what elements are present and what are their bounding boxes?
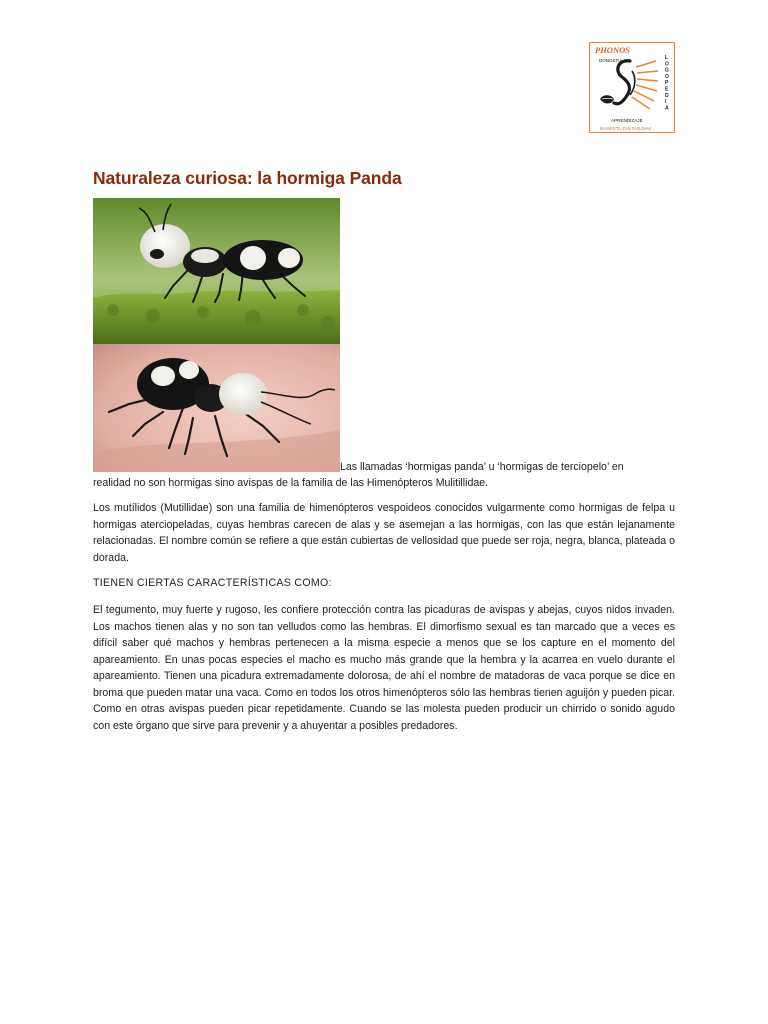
ear-icon	[614, 61, 630, 104]
logo-city: DONOSTIA	[599, 58, 623, 63]
panda-ant-photo	[93, 198, 340, 472]
logo-bottom-word: APRENDIZAJE	[611, 118, 643, 123]
photo-bottom-panel	[93, 344, 340, 472]
page-title: Naturaleza curiosa: la hormiga Panda	[93, 168, 402, 188]
logo-vertical-word	[665, 55, 669, 111]
sound-waves-icon	[632, 61, 658, 109]
photo-top-panel	[93, 198, 340, 344]
paragraph-mutillidae: Los mutílidos (Mutillidae) son una familia de himenópteros vespoideos conocidos vulgarmente como hormigas de felpa u hormigas aterciopeladas, cuyas hembras carecen de alas y se asemejan a las hormigas, con las que están lejanamente relacionadas. El nombre común se refiere a que están cubiertas de vellosidad que puede ser roja, negra, blanca, plateada o dorada.	[93, 502, 675, 564]
phonos-logo	[589, 42, 675, 133]
paragraph-intro-line2: realidad no son hormigas sino avispas de la familia de las Himenópteros Mulitillidae.	[93, 477, 489, 489]
phonos-logo-graphic	[590, 43, 676, 134]
svg-text:LOGOPEDIA: L O G O P E D I A	[665, 55, 669, 112]
paragraph-intro-line1: Las llamadas ‘hormigas panda’ u ‘hormigas de terciopelo’ en	[340, 461, 624, 473]
logo-brand: PHONOS	[595, 45, 630, 55]
logo-subtitle: IKASKETA ZAILTASUNAK	[600, 126, 652, 131]
paragraph-characteristics-heading: TIENEN CIERTAS CARACTERÍSTICAS COMO:	[93, 577, 332, 589]
paragraph-characteristics: El tegumento, muy fuerte y rugoso, les confiere protección contra las picaduras de avispas y abejas, cuyos nidos invaden. Los machos tienen alas y no son tan velludos como las hembras. El dimorfismo sexual es tan marcado que a veces es difícil saber qué machos y hembras pertenecen a la misma especie a menos que se los capture en el momento del apareamiento. En unas pocas especies el macho es mucho más grande que la hembra y la acarrea en vuelo durante el apareamiento. Tienen una picadura extremadamente dolorosa, de ahí el nombre de matadoras de vaca porque se dice en broma que pueden matar una vaca. Como en todos los otros himenópteros sólo las hembras tienen aguijón y pueden picar. Como en otras avispas pueden picar repetidamente. Cuando se las molesta pueden producir un chirrido o sonido agudo con este órgano que sirve para prevenir y a ahuyentar a posibles predadores.	[93, 604, 675, 732]
